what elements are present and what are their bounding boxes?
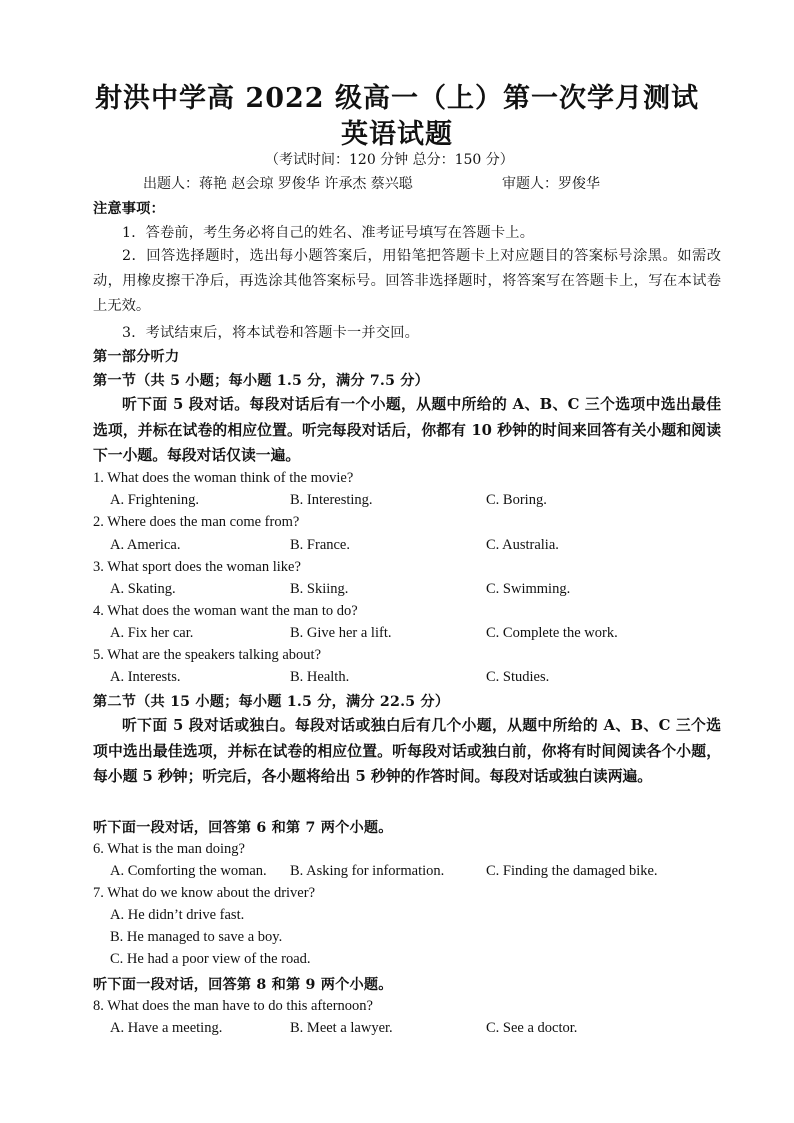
group2-heading: 听下面一段对话，回答第 8 和第 9 两个小题。 [93,977,393,993]
q1-option-b: B. Interesting. [290,492,373,508]
question-7: 7. What do we know about the driver? [93,885,316,901]
section1-heading: 第一节（共 5 小题；每小题 1.5 分，满分 7.5 分） [93,373,430,389]
q7-option-c: C. He had a poor view of the road. [110,951,311,967]
q5-option-a: A. Interests. [110,669,181,685]
note-item-2: 2．回答选择题时，选出每小题答案后，用铅笔把答题卡上对应题目的答案标号涂黑。如需改动，用橡皮擦干净后，再选涂其他答案标号。回答非选择题时，将答案写在答题卡上，写在本试卷上无效。 [93,248,721,314]
section1-instructions: 听下面 5 段对话。每段对话后有一个小题，从题中所给的 A、B、C 三个选项中选出最佳选项，并标在试卷的相应位置。听完每段对话后，你都有 10 秒钟的时间来回答有关小题和阅读下一小题。每段对话仅读一遍。 [93,396,721,464]
q2-option-b: B. France. [290,537,350,553]
group1-heading: 听下面一段对话，回答第 6 和第 7 两个小题。 [93,820,393,836]
question-4: 4. What does the woman want the man to do? [93,603,358,619]
question-5: 5. What are the speakers talking about? [93,647,322,663]
q8-option-c: C. See a doctor. [486,1020,578,1036]
q4-option-b: B. Give her a lift. [290,625,392,641]
subject-title: 英语试题 [341,119,453,150]
q1-option-a: A. Frightening. [110,492,200,508]
q5-option-c: C. Studies. [486,669,550,685]
q7-option-b: B. He managed to save a boy. [110,929,283,945]
reviewer: 审题人：罗俊华 [502,176,600,192]
part1-heading: 第一部分听力 [93,349,180,365]
q8-option-b: B. Meet a lawyer. [290,1020,393,1036]
q6-option-c: C. Finding the damaged bike. [486,863,658,879]
q5-option-b: B. Health. [290,669,350,685]
q7-option-a: A. He didn’t drive fast. [110,907,245,923]
question-8: 8. What does the man have to do this afternoon? [93,998,373,1014]
q2-option-c: C. Australia. [486,537,559,553]
section2-heading: 第二节（共 15 小题；每小题 1.5 分，满分 22.5 分） [93,694,450,710]
question-2: 2. Where does the man come from? [93,514,300,530]
exam-title: 射洪中学高 2022 级高一（上）第一次学月测试 [95,83,699,114]
q4-option-c: C. Complete the work. [486,625,618,641]
q3-option-b: B. Skiing. [290,581,349,597]
question-6: 6. What is the man doing? [93,841,245,857]
note-item-3: 3．考试结束后，将本试卷和答题卡一并交回。 [122,325,419,341]
question-1: 1. What does the woman think of the movie? [93,470,354,486]
q3-option-a: A. Skating. [110,581,176,597]
q4-option-a: A. Fix her car. [110,625,194,641]
q8-option-a: A. Have a meeting. [110,1020,223,1036]
exam-info: （考试时间：120 分钟 总分：150 分） [265,152,514,168]
q2-option-a: A. America. [110,537,181,553]
q6-option-b: B. Asking for information. [290,863,445,879]
q3-option-c: C. Swimming. [486,581,571,597]
authors: 出题人：蒋艳 赵会琼 罗俊华 许承杰 蔡兴聪 [143,176,413,192]
section2-instructions: 听下面 5 段对话或独白。每段对话或独白后有几个小题，从题中所给的 A、B、C 三个选项中选出最佳选项，并标在试卷的相应位置。听每段对话或独白前，你将有时间阅读各个小题，每小题 5 秒钟；听完后，各小题将给出 5 秒钟的作答时间。每段对话或独白读两遍。 [93,717,721,785]
question-3: 3. What sport does the woman like? [93,559,301,575]
notes-heading: 注意事项： [93,201,165,217]
q6-option-a: A. Comforting the woman. [110,863,267,879]
note-item-1: 1．答卷前，考生务必将自己的姓名、准考证号填写在答题卡上。 [122,225,535,241]
q1-option-c: C. Boring. [486,492,547,508]
